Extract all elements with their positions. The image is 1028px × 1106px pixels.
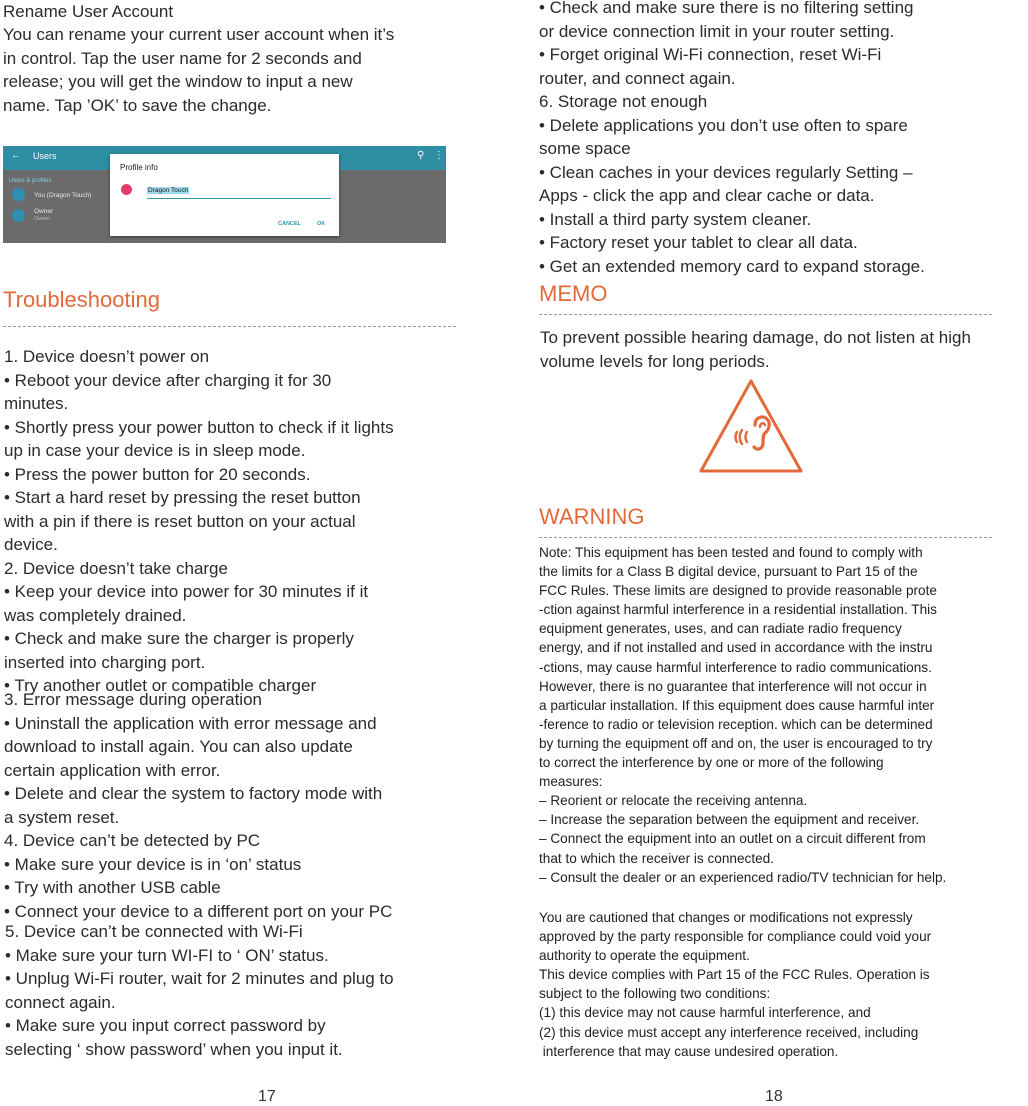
user-item-you: You (Dragon Touch) bbox=[34, 192, 92, 199]
text-line: However, there is no guarantee that interference will not occur in bbox=[539, 678, 927, 694]
text-line: To prevent possible hearing damage, do not listen at high bbox=[540, 328, 971, 347]
text-line: • Try another outlet or compatible charger bbox=[4, 676, 317, 695]
owner-subtitle: Owner bbox=[34, 216, 51, 222]
section-label: Users & profiles bbox=[9, 178, 52, 184]
troubleshooting-heading: Troubleshooting bbox=[3, 287, 160, 312]
text-line: – Connect the equipment into an outlet on a circuit different from bbox=[539, 831, 926, 847]
text-line: You are cautioned that changes or modifications not expressly bbox=[539, 910, 913, 925]
text-line: (1) this device may not cause harmful interference, and bbox=[539, 1005, 871, 1021]
text-line: This device complies with Part 15 of the FCC Rules. Operation is bbox=[539, 967, 930, 983]
warning-heading: WARNING bbox=[539, 504, 645, 529]
input-underline bbox=[147, 198, 331, 199]
fcc-caution bbox=[539, 908, 931, 1061]
text-line: • Delete applications you don’t use often to spare bbox=[539, 115, 908, 135]
text-line: • Try with another USB cable bbox=[4, 878, 221, 897]
text-line: 3. Error message during operation bbox=[4, 690, 262, 709]
text-line: interference that may cause undesired operation. bbox=[539, 1043, 839, 1059]
text-line: the limits for a Class B digital device, pursuant to Part 15 of the bbox=[539, 564, 918, 580]
text-line: some space bbox=[539, 139, 631, 158]
troubleshooting-continued bbox=[539, 0, 925, 278]
memo-text bbox=[540, 326, 971, 374]
text-line: router, and connect again. bbox=[539, 68, 736, 88]
text-line: (2) this device must accept any interference received, including bbox=[539, 1024, 919, 1040]
text-line: to correct the interference by one or more of the following bbox=[539, 755, 884, 771]
text-line: energy, and if not installed and used in accordance with the instru bbox=[539, 640, 933, 656]
text-line: – Consult the dealer or an experienced radio/TV technician for help. bbox=[539, 869, 947, 885]
text-line: -ctions, may cause harmful interference to radio communications. bbox=[539, 659, 932, 675]
rename-text bbox=[3, 23, 394, 117]
cancel-button: CANCEL bbox=[278, 221, 301, 227]
divider bbox=[539, 314, 992, 315]
divider bbox=[539, 537, 992, 538]
text-line: 6. Storage not enough bbox=[539, 92, 708, 111]
text-line: 5. Device can’t be connected with Wi-Fi bbox=[5, 922, 303, 941]
profile-info-dialog bbox=[110, 154, 339, 236]
text-line: download to install again. You can also update bbox=[4, 737, 353, 756]
text-line: • Press the power button for 20 seconds. bbox=[4, 464, 311, 484]
text-line: • Shortly press your power button to check if it lights bbox=[4, 417, 394, 437]
text-line: • Check and make sure there is no filtering setting bbox=[539, 0, 914, 17]
user-item-owner: Owner bbox=[34, 208, 54, 215]
rename-title: Rename User Account bbox=[3, 2, 174, 21]
rename-line: release; you will get the window to input a new bbox=[3, 72, 353, 91]
back-arrow-icon: ← bbox=[11, 150, 21, 161]
ok-button: OK bbox=[317, 221, 326, 227]
text-line: authority to operate the equipment. bbox=[539, 948, 750, 964]
text-line: by turning the equipment off and on, the user is encouraged to try bbox=[539, 735, 933, 751]
avatar bbox=[12, 209, 25, 222]
text-line: approved by the party responsible for compliance could void your bbox=[539, 929, 932, 945]
text-line: • Make sure your device is in ‘on’ status bbox=[4, 854, 302, 874]
text-line: • Reboot your device after charging it for 30 bbox=[4, 370, 332, 390]
troubleshooting-block-2 bbox=[4, 688, 392, 923]
text-line: minutes. bbox=[4, 394, 69, 413]
search-icon: ⚲ bbox=[417, 150, 425, 161]
app-bar-title: Users bbox=[33, 151, 57, 161]
rename-line: in control. Tap the user name for 2 seconds and bbox=[3, 48, 362, 68]
rename-line: name. Tap ’OK’ to save the change. bbox=[3, 95, 272, 115]
text-line: was completely drained. bbox=[4, 605, 187, 625]
text-line: • Install a third party system cleaner. bbox=[539, 209, 812, 229]
text-line: a system reset. bbox=[4, 807, 120, 827]
text-line: 4. Device can’t be detected by PC bbox=[4, 831, 261, 850]
troubleshooting-block-3 bbox=[5, 920, 394, 1061]
text-line: • Get an extended memory card to expand storage. bbox=[539, 256, 925, 276]
text-line: Apps - click the app and clear cache or data. bbox=[539, 186, 875, 205]
memo-heading: MEMO bbox=[539, 281, 608, 306]
text-line: connect again. bbox=[5, 992, 116, 1012]
text-line: • Start a hard reset by pressing the reset button bbox=[4, 488, 361, 507]
text-line: – Increase the separation between the equipment and receiver. bbox=[539, 812, 920, 828]
dialog-title: Profile info bbox=[120, 163, 158, 172]
text-line: equipment generates, uses, and can radiate radio frequency bbox=[539, 621, 902, 637]
text-line: -ction against harmful interference in a residential installation. This bbox=[539, 602, 937, 618]
text-line: Note: This equipment has been tested and found to comply with bbox=[539, 545, 923, 560]
text-line: • Make sure your turn WI-FI to ‘ ON’ status. bbox=[5, 945, 329, 965]
text-line: device. bbox=[4, 535, 58, 554]
text-line: • Check and make sure the charger is properly bbox=[4, 629, 354, 648]
text-line: certain application with error. bbox=[4, 760, 221, 780]
text-line: • Unplug Wi-Fi router, wait for 2 minutes and plug to bbox=[5, 969, 394, 988]
name-input: Dragon Touch bbox=[148, 187, 189, 194]
text-line: FCC Rules. These limits are designed to provide reasonable prote bbox=[539, 583, 937, 599]
text-line: • Uninstall the application with error message and bbox=[4, 713, 377, 733]
text-line: selecting ‘ show password’ when you input it. bbox=[5, 1039, 343, 1059]
users-screenshot bbox=[3, 146, 446, 243]
divider bbox=[3, 326, 456, 327]
page-number-left: 17 bbox=[258, 1088, 276, 1105]
more-vert-icon: ⋮ bbox=[434, 150, 444, 161]
text-line: – Reorient or relocate the receiving antenna. bbox=[539, 793, 808, 809]
text-line: • Delete and clear the system to factory mode with bbox=[4, 784, 383, 803]
page-number-right: 18 bbox=[765, 1088, 783, 1105]
text-line: 1. Device doesn’t power on bbox=[4, 347, 210, 366]
text-line: up in case your device is in sleep mode. bbox=[4, 441, 306, 460]
hearing-warning-icon bbox=[697, 377, 805, 475]
text-line: • Clean caches in your devices regularly Setting – bbox=[539, 162, 913, 182]
profile-avatar-icon bbox=[121, 184, 132, 195]
troubleshooting-block-1 bbox=[4, 345, 394, 698]
text-line: • Connect your device to a different port on your PC bbox=[4, 901, 393, 921]
fcc-note bbox=[539, 543, 946, 887]
rename-line: You can rename your current user account when it’s bbox=[3, 25, 395, 44]
text-line: volume levels for long periods. bbox=[540, 352, 770, 371]
text-line: • Make sure you input correct password by bbox=[5, 1016, 326, 1035]
text-line: inserted into charging port. bbox=[4, 652, 206, 672]
text-line: • Forget original Wi-Fi connection, reset Wi-Fi bbox=[539, 45, 882, 64]
text-line: measures: bbox=[539, 774, 603, 790]
avatar bbox=[12, 188, 25, 201]
text-line: with a pin if there is reset button on your actual bbox=[4, 511, 356, 531]
text-line: or device connection limit in your router setting. bbox=[539, 21, 895, 41]
text-line: 2. Device doesn’t take charge bbox=[4, 558, 228, 578]
text-line: a particular installation. If this equipment does cause harmful inter bbox=[539, 697, 935, 713]
text-line: that to which the receiver is connected. bbox=[539, 850, 774, 866]
text-line: • Factory reset your tablet to clear all data. bbox=[539, 233, 858, 252]
text-line: -ference to radio or television reception. which can be determined bbox=[539, 716, 933, 732]
text-line: subject to the following two conditions: bbox=[539, 986, 771, 1002]
text-line: • Keep your device into power for 30 minutes if it bbox=[4, 582, 369, 601]
